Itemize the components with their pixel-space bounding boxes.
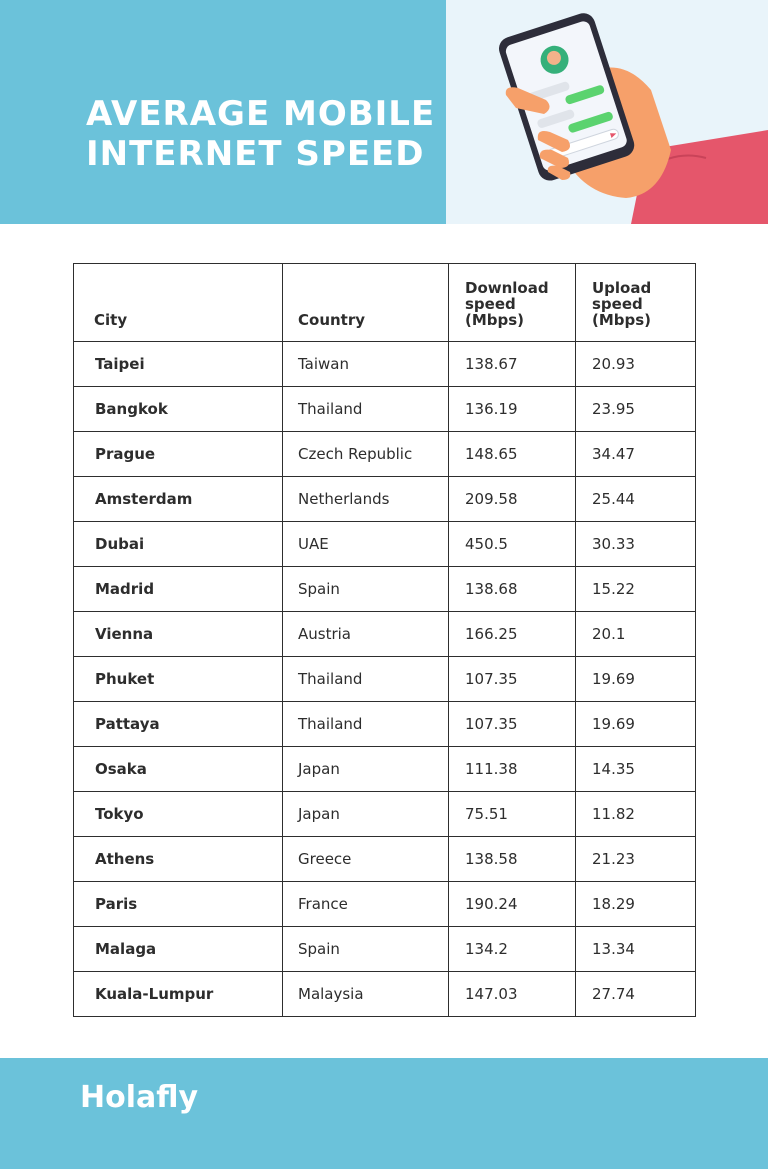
cell-upload: 20.1	[576, 612, 696, 657]
cell-upload: 18.29	[576, 882, 696, 927]
phone-illustration	[446, 0, 768, 224]
table-row	[74, 477, 696, 522]
footer-banner	[0, 1058, 768, 1169]
cell-country: Japan	[283, 747, 449, 792]
cell-country: Czech Republic	[283, 432, 449, 477]
table-row	[74, 927, 696, 972]
cell-upload: 14.35	[576, 747, 696, 792]
cell-city: Pattaya	[74, 702, 283, 747]
cell-country: Spain	[283, 927, 449, 972]
cell-country: Japan	[283, 792, 449, 837]
cell-upload: 13.34	[576, 927, 696, 972]
cell-city: Phuket	[74, 657, 283, 702]
title-line-2: INTERNET SPEED	[86, 134, 425, 174]
speed-table	[73, 263, 696, 1017]
cell-download: 138.68	[449, 567, 576, 612]
table-row	[74, 837, 696, 882]
cell-download: 107.35	[449, 702, 576, 747]
cell-country: Malaysia	[283, 972, 449, 1017]
cell-country: Greece	[283, 837, 449, 882]
hand-holding-phone-icon	[446, 0, 768, 224]
column-header-city-label: City	[94, 311, 128, 329]
cell-city: Dubai	[74, 522, 283, 567]
cell-country: UAE	[283, 522, 449, 567]
column-header-upload-line: Upload	[592, 279, 652, 297]
cell-upload: 30.33	[576, 522, 696, 567]
table-row	[74, 972, 696, 1017]
cell-country: France	[283, 882, 449, 927]
cell-download: 134.2	[449, 927, 576, 972]
cell-city: Kuala-Lumpur	[74, 972, 283, 1017]
title-line-1: AVERAGE MOBILE	[86, 94, 436, 134]
table-row	[74, 612, 696, 657]
cell-country: Netherlands	[283, 477, 449, 522]
cell-city: Vienna	[74, 612, 283, 657]
holafly-logo: Holafly	[80, 1080, 199, 1115]
cell-city: Athens	[74, 837, 283, 882]
cell-country: Thailand	[283, 657, 449, 702]
cell-download: 138.58	[449, 837, 576, 882]
table-row	[74, 657, 696, 702]
cell-download: 166.25	[449, 612, 576, 657]
cell-country: Thailand	[283, 702, 449, 747]
page-title	[86, 94, 436, 174]
table-row	[74, 387, 696, 432]
column-header-city	[74, 264, 283, 342]
cell-city: Bangkok	[74, 387, 283, 432]
column-header-country-label: Country	[298, 311, 366, 329]
cell-country: Thailand	[283, 387, 449, 432]
cell-download: 148.65	[449, 432, 576, 477]
cell-download: 450.5	[449, 522, 576, 567]
cell-download: 209.58	[449, 477, 576, 522]
cell-city: Osaka	[74, 747, 283, 792]
table-row	[74, 792, 696, 837]
cell-download: 107.35	[449, 657, 576, 702]
speed-table-container	[73, 263, 695, 1017]
title-panel	[0, 0, 446, 224]
table-row	[74, 882, 696, 927]
cell-download: 138.67	[449, 342, 576, 387]
table-row	[74, 342, 696, 387]
column-header-download-line: Download	[465, 279, 549, 297]
cell-upload: 15.22	[576, 567, 696, 612]
cell-upload: 27.74	[576, 972, 696, 1017]
cell-upload: 20.93	[576, 342, 696, 387]
cell-city: Madrid	[74, 567, 283, 612]
cell-country: Austria	[283, 612, 449, 657]
cell-upload: 21.23	[576, 837, 696, 882]
cell-upload: 23.95	[576, 387, 696, 432]
cell-city: Malaga	[74, 927, 283, 972]
cell-upload: 19.69	[576, 702, 696, 747]
table-row	[74, 432, 696, 477]
table-header-row	[74, 264, 696, 342]
cell-country: Spain	[283, 567, 449, 612]
cell-download: 111.38	[449, 747, 576, 792]
column-header-download	[449, 264, 576, 342]
cell-city: Tokyo	[74, 792, 283, 837]
hero-banner	[0, 0, 768, 224]
cell-upload: 11.82	[576, 792, 696, 837]
cell-city: Taipei	[74, 342, 283, 387]
cell-city: Amsterdam	[74, 477, 283, 522]
cell-upload: 19.69	[576, 657, 696, 702]
cell-download: 136.19	[449, 387, 576, 432]
column-header-download-line: speed	[465, 295, 516, 313]
table-body	[74, 342, 696, 1017]
table-row	[74, 522, 696, 567]
column-header-upload	[576, 264, 696, 342]
cell-upload: 34.47	[576, 432, 696, 477]
column-header-upload-line: (Mbps)	[592, 311, 652, 329]
cell-upload: 25.44	[576, 477, 696, 522]
cell-city: Paris	[74, 882, 283, 927]
cell-download: 147.03	[449, 972, 576, 1017]
table-row	[74, 747, 696, 792]
cell-download: 75.51	[449, 792, 576, 837]
table-row	[74, 702, 696, 747]
column-header-download-line: (Mbps)	[465, 311, 525, 329]
column-header-upload-line: speed	[592, 295, 643, 313]
table-row	[74, 567, 696, 612]
column-header-country	[283, 264, 449, 342]
cell-country: Taiwan	[283, 342, 449, 387]
cell-city: Prague	[74, 432, 283, 477]
cell-download: 190.24	[449, 882, 576, 927]
